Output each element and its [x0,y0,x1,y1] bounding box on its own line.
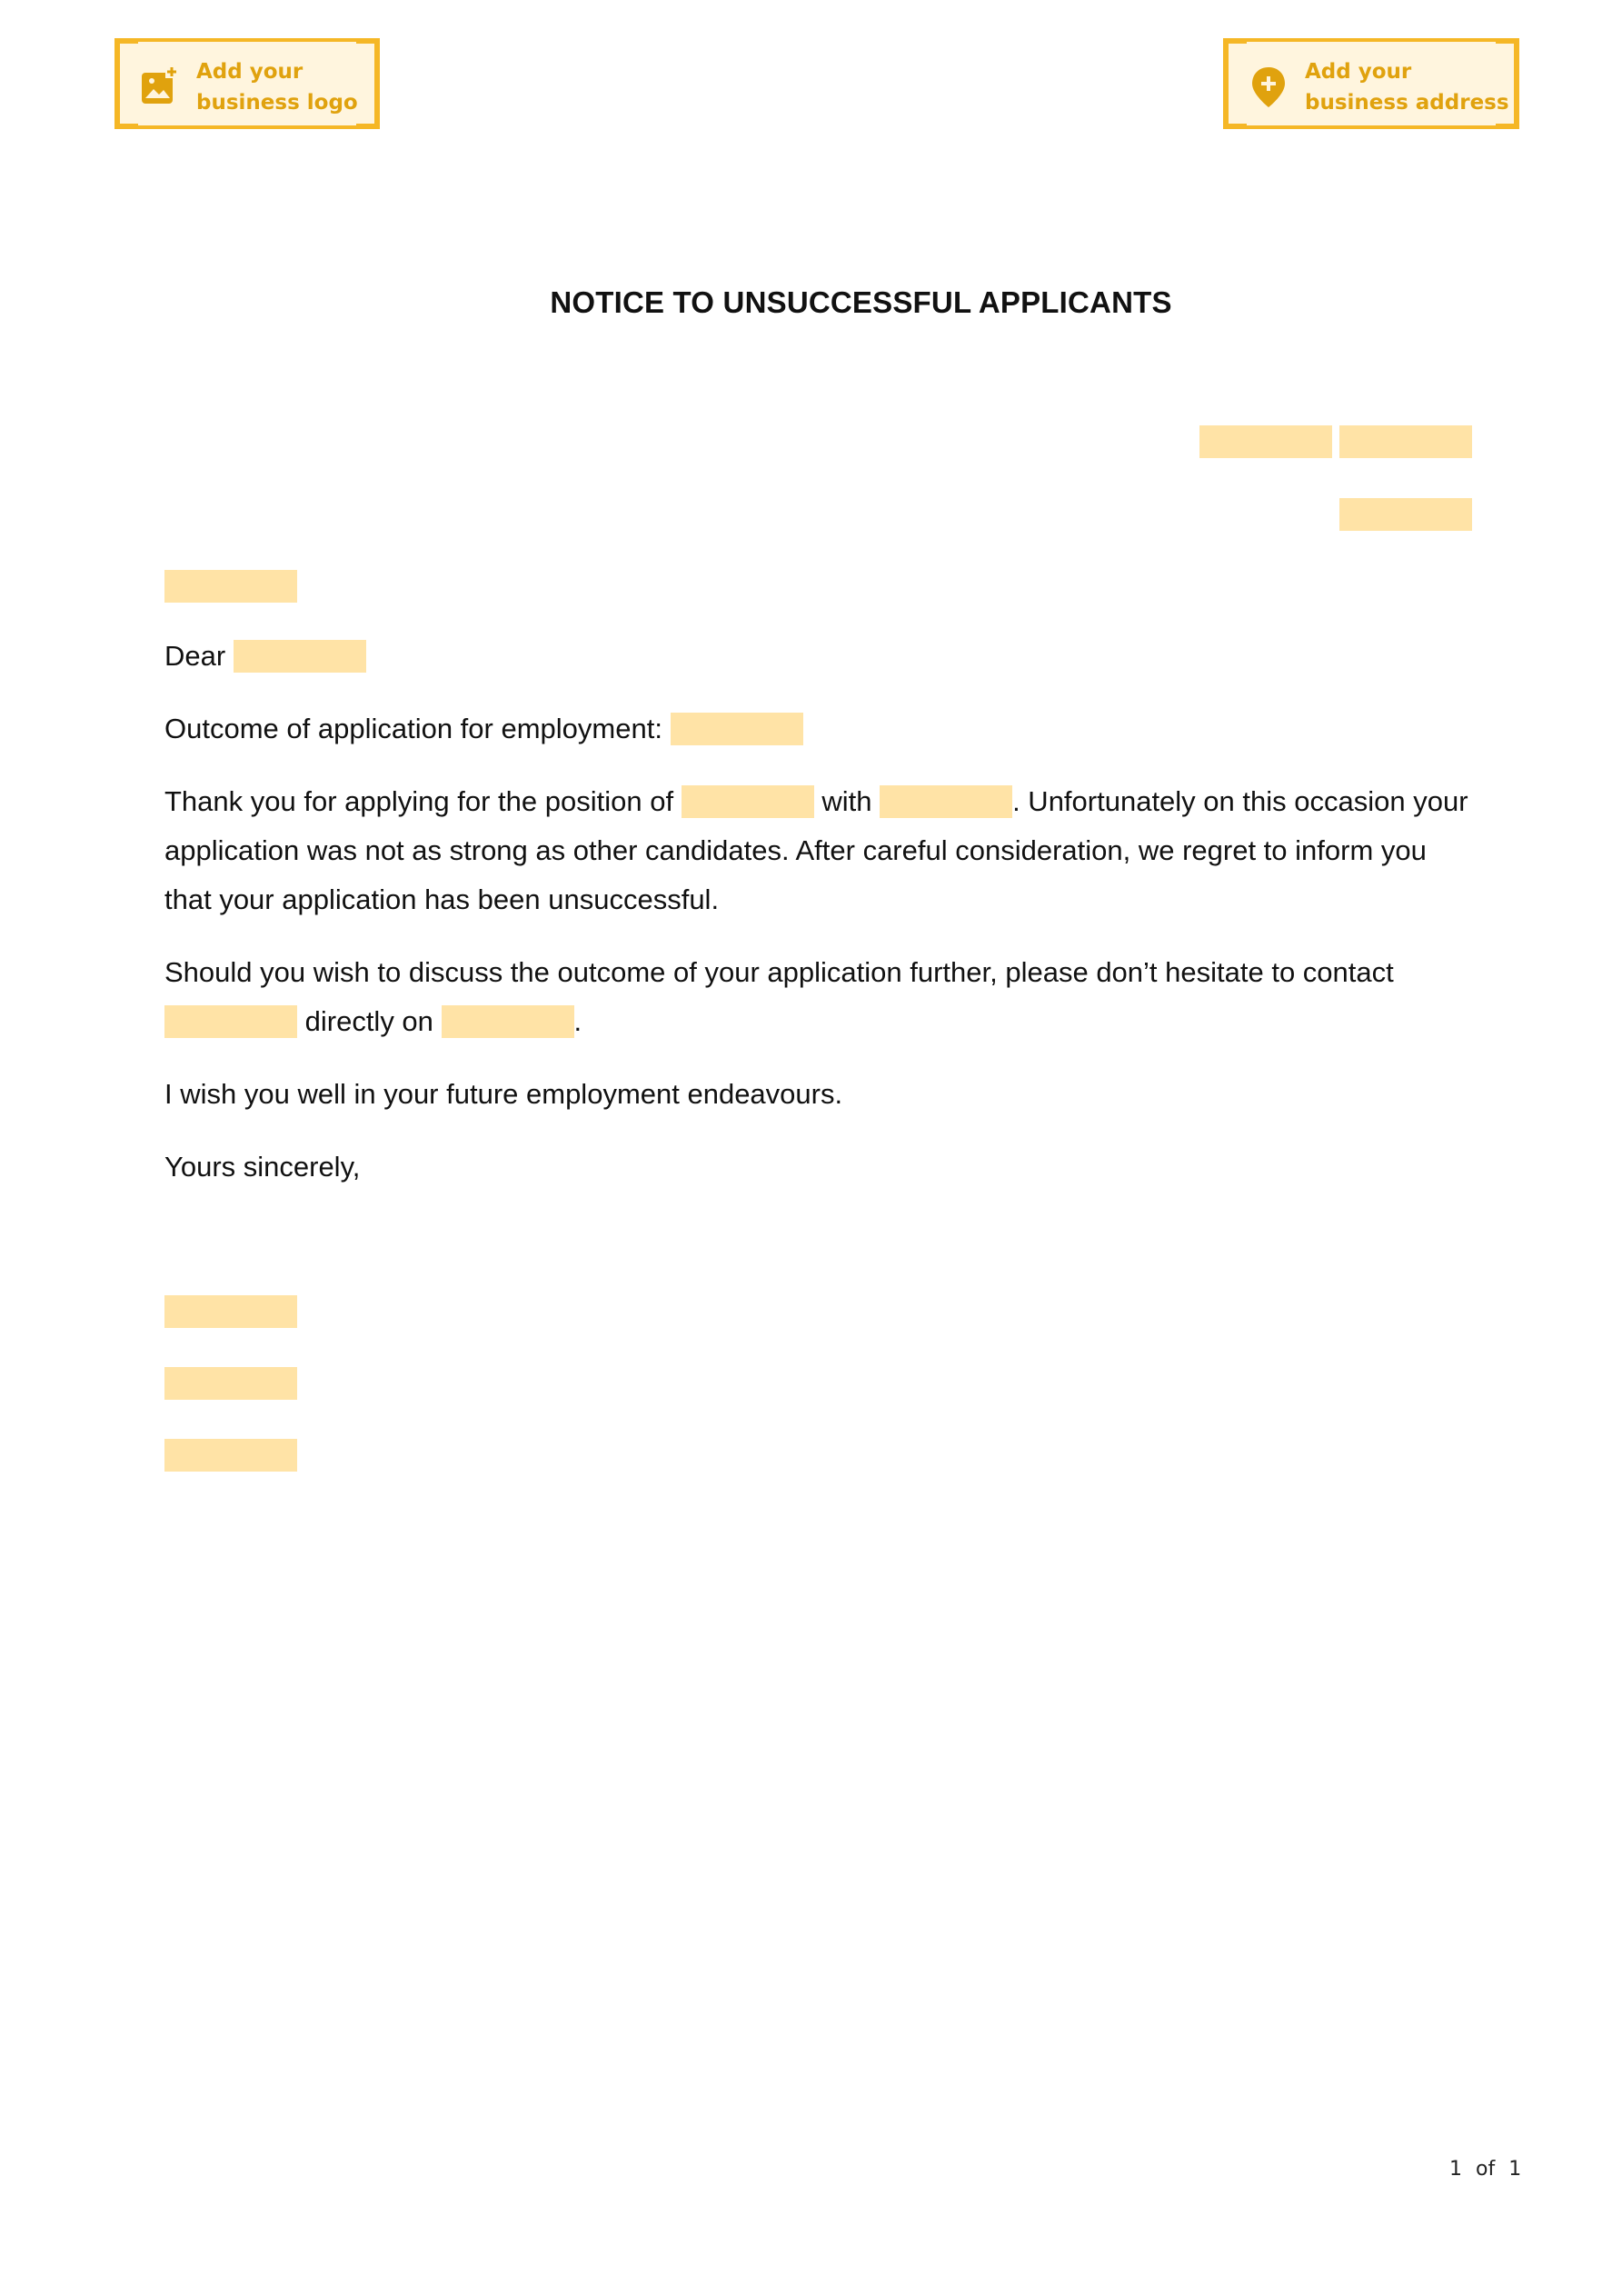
add-business-address-button[interactable] [1223,38,1519,129]
total-pages: 1 [1508,2158,1522,2181]
closing-line: Yours sincerely, [164,1151,361,1183]
add-location-pin-icon [1250,65,1287,105]
contact-number-field[interactable] [442,1005,574,1038]
date-field[interactable] [1339,498,1472,531]
signer-name-field[interactable] [164,1367,297,1400]
outcome-text: Outcome of application for employment: [164,713,662,744]
sender-field-2[interactable] [1339,425,1472,458]
document-title: NOTICE TO UNSUCCESSFUL APPLICANTS [550,285,1172,319]
dear-text: Dear [164,640,226,672]
add-image-icon [142,65,178,105]
salutation-line [164,632,1473,681]
recipient-name-field[interactable] [234,640,366,673]
application-reference-field[interactable] [671,713,803,745]
add-address-label: Add your business address [1305,60,1509,115]
para1-part-c: . Unfortunately on this occasion your application was not as strong as other candidates. After careful consideration, we regret to inform you that your application has been unsuccessful. [164,785,1468,915]
add-logo-label: Add your business logo [196,60,358,115]
sender-field-1[interactable] [1199,425,1332,458]
current-page: 1 [1449,2158,1462,2181]
paragraph-well-wishes: I wish you well in your future employment endeavours. [164,1078,843,1110]
company-field[interactable] [880,785,1012,818]
contact-name-field[interactable] [164,1005,297,1038]
page-of: of [1476,2158,1496,2181]
para2-part-c: . [573,1005,582,1037]
signer-title-field[interactable] [164,1439,297,1472]
para2-part-b: directly on [304,1005,433,1037]
paragraph-thank-you [164,777,1473,924]
signature-field[interactable] [164,1295,297,1328]
outcome-line [164,704,1473,754]
paragraph-contact [164,948,1473,1046]
position-field[interactable] [682,785,814,818]
add-business-logo-button[interactable] [114,38,380,129]
para1-part-a: Thank you for applying for the position of [164,785,674,817]
para1-part-b: with [821,785,872,817]
recipient-field[interactable] [164,570,297,603]
page-number [1449,2158,1521,2181]
para2-part-a: Should you wish to discuss the outcome of your application further, please don’t hesitate to contact [164,956,1394,988]
